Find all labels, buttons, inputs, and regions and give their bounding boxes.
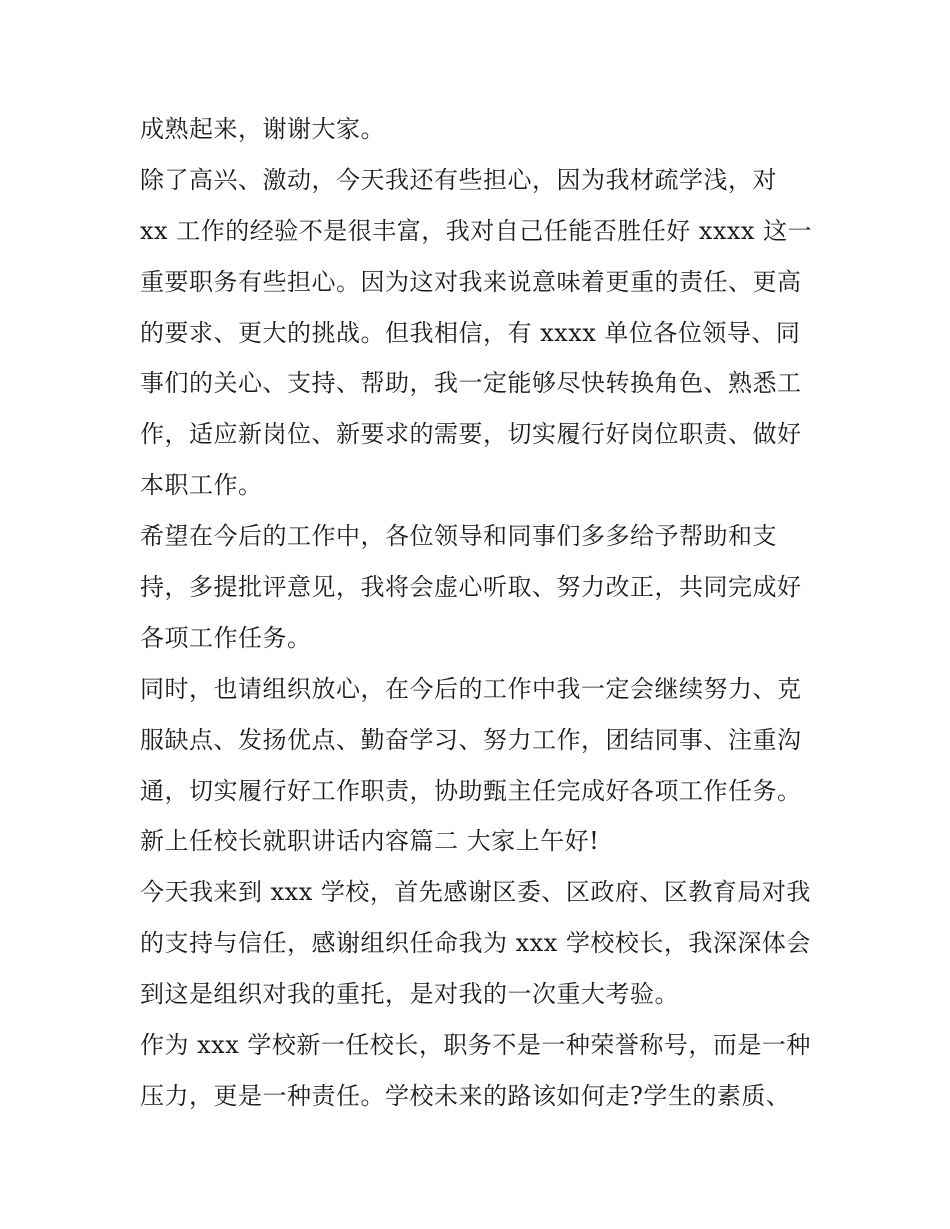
- text-line: 作为 xxx 学校新一任校长，职务不是一种荣誉称号，而是一种: [140, 1031, 811, 1060]
- text-line: 持，多提批评意见，我将会虚心听取、努力改正，共同完成好: [140, 573, 802, 602]
- section-heading-line: 新上任校长就职讲话内容篇二 大家上午好!: [140, 827, 600, 856]
- text-line: 通，切实履行好工作职责，协助甄主任完成好各项工作任务。: [140, 776, 802, 805]
- text-line: 事们的关心、支持、帮助，我一定能够尽快转换角色、熟悉工: [140, 369, 802, 398]
- text-line: 服缺点、发扬优点、勤奋学习、努力工作，团结同事、注重沟: [140, 725, 802, 754]
- text-line: 的要求、更大的挑战。但我相信，有 xxxx 单位各位领导、同: [140, 318, 801, 347]
- text-line: 各项工作任务。: [140, 623, 312, 652]
- text-line: xx 工作的经验不是很丰富，我对自己任能否胜任好 xxxx 这一: [140, 216, 813, 245]
- text-line: 作，适应新岗位、新要求的需要，切实履行好岗位职责、做好: [140, 420, 802, 449]
- text-line: 同时，也请组织放心，在今后的工作中我一定会继续努力、克: [140, 674, 802, 703]
- text-line: 到这是组织对我的重托，是对我的一次重大考验。: [140, 980, 679, 1009]
- text-line: 除了高兴、激动，今天我还有些担心，因为我材疏学浅，对: [140, 165, 777, 194]
- text-line: 成熟起来，谢谢大家。: [140, 115, 385, 143]
- text-line: 压力，更是一种责任。学校未来的路该如何走?学生的素质、: [140, 1081, 791, 1110]
- text-line: 今天我来到 xxx 学校，首先感谢区委、区政府、区教育局对我: [140, 878, 811, 907]
- text-line: 重要职务有些担心。因为这对我来说意味着更重的责任、更高: [140, 267, 802, 296]
- text-line: 希望在今后的工作中，各位领导和同事们多多给予帮助和支: [140, 522, 777, 551]
- document-body: [140, 104, 820, 1122]
- text-line: 的支持与信任，感谢组织任命我为 xxx 学校校长，我深深体会: [140, 929, 811, 958]
- text-line: 本职工作。: [140, 471, 263, 500]
